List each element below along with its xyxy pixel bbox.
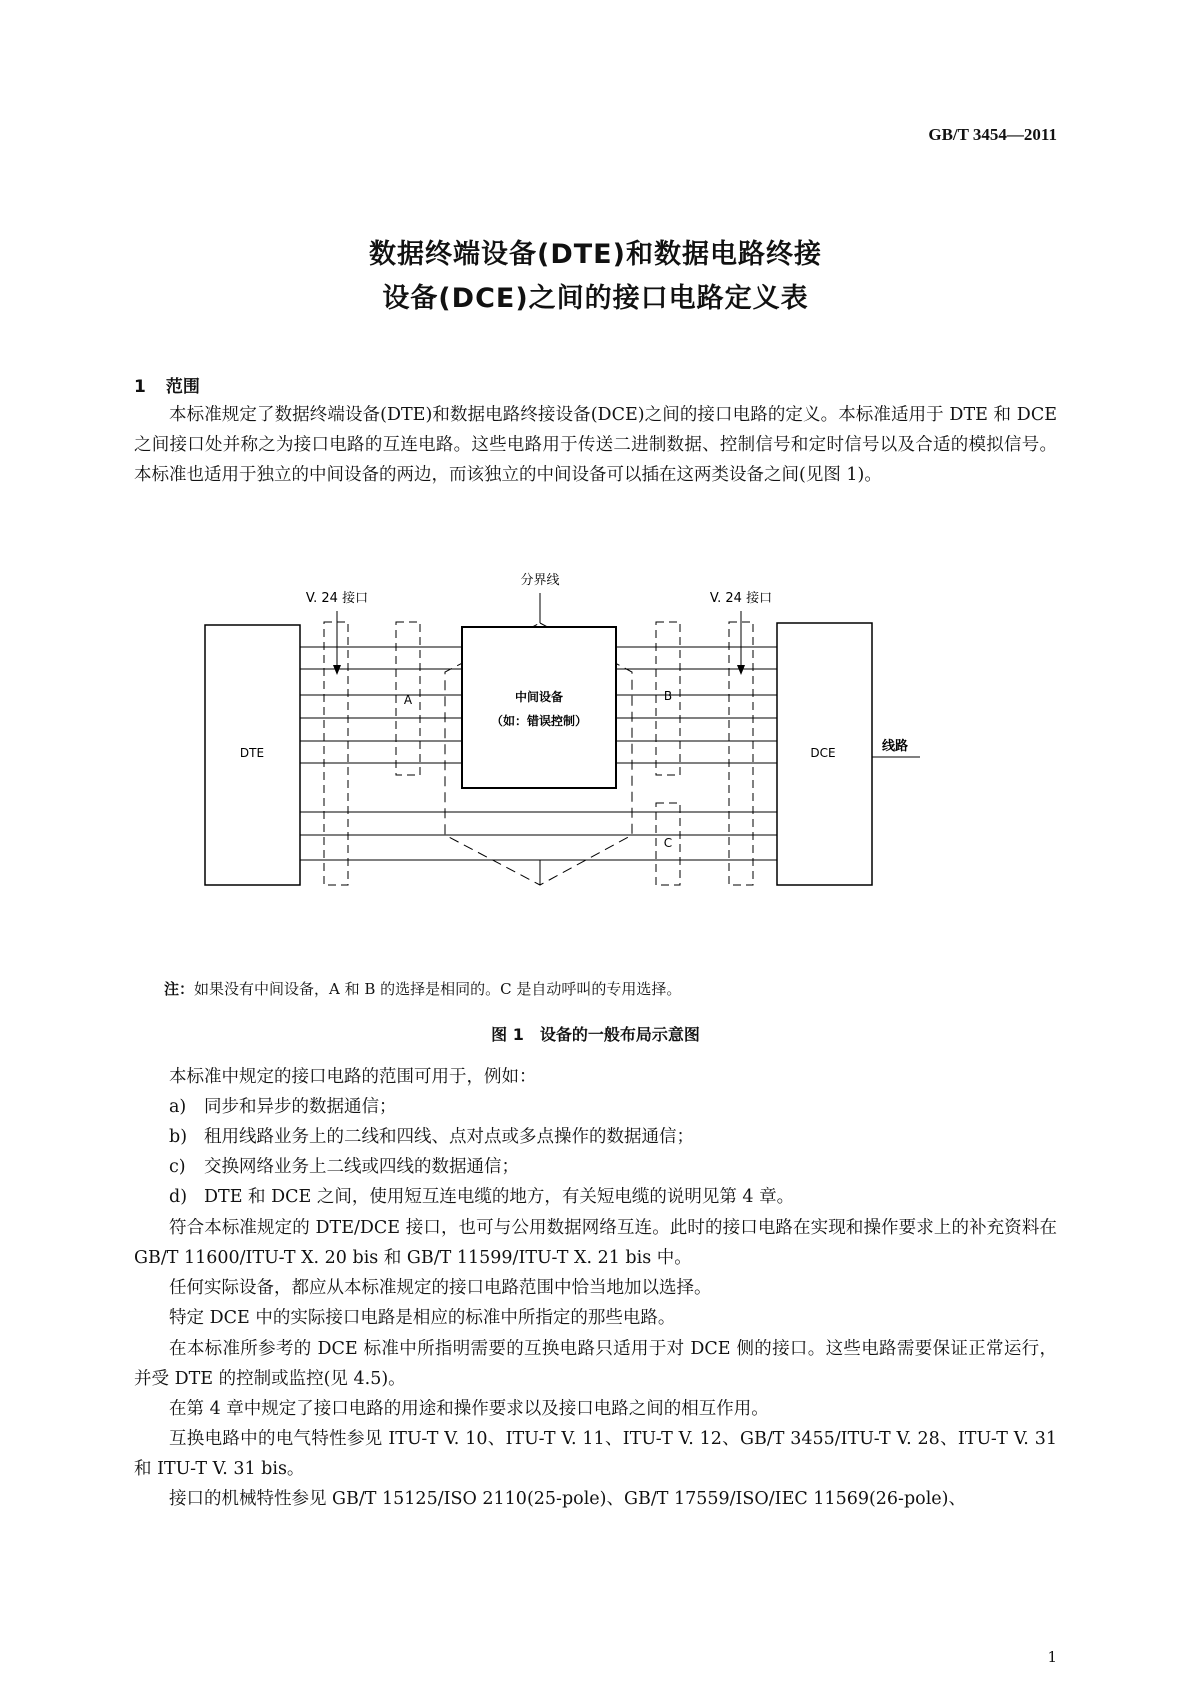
- list-text: 租用线路业务上的二线和四线、点对点或多点操作的数据通信；: [204, 1127, 694, 1147]
- paragraph-electrical: 互换电路中的电气特性参见 ITU-T V. 10、ITU-T V. 11、ITU-T V. 12、GB/T 3455/ITU-T V. 28、ITU-T V. 31 和 ITU-T V. 31 bis。: [134, 1429, 1057, 1479]
- list-item: [134, 1122, 1057, 1152]
- dte-label: DTE: [239, 746, 265, 760]
- paragraph-reference: 在本标准所参考的 DCE 标准中所指明需要的互换电路只适用于对 DCE 侧的接口。这些电路需要保证正常运行，并受 DTE 的控制或监控(见 4.5)。: [134, 1339, 1057, 1389]
- document-title-line1: 数据终端设备(DTE)和数据电路终接: [369, 239, 822, 270]
- v24-left-dashed-box: [324, 622, 348, 885]
- v24-right-label: V. 24 接口: [709, 591, 773, 606]
- list-item: [134, 1092, 1057, 1122]
- list-marker: c): [169, 1157, 186, 1177]
- dce-label: DCE: [810, 746, 836, 760]
- figure-caption: 图 1 设备的一般布局示意图: [491, 1025, 700, 1044]
- note-prefix: 注：: [164, 980, 195, 998]
- standard-number: GB/T 3454—2011: [928, 125, 1057, 144]
- list-text: DTE 和 DCE 之间，使用短互连电缆的地方，有关短电缆的说明见第 4 章。: [204, 1187, 795, 1207]
- section-heading: [134, 372, 220, 397]
- circuits-left-upper: [300, 647, 462, 763]
- list-item: [134, 1152, 1057, 1182]
- note-text: 如果没有中间设备，A 和 B 的选择是相同的。C 是自动呼叫的专用选择。: [194, 980, 682, 998]
- paragraph-mechanical: 接口的机械特性参见 GB/T 15125/ISO 2110(25-pole)、GB/T 17559/ISO/IEC 11569(26-pole)、: [169, 1489, 966, 1509]
- list-item: [134, 1182, 1057, 1212]
- list-marker: b): [169, 1127, 188, 1147]
- middle-equipment-sublabel: （如：错误控制）: [490, 714, 588, 728]
- document-title-line2: 设备(DCE)之间的接口电路定义表: [382, 283, 809, 314]
- section-title: 范围: [165, 377, 200, 397]
- use-list: [134, 1092, 1057, 1212]
- intro-paragraph: 本标准规定了数据终端设备(DTE)和数据电路终接设备(DCE)之间的接口电路的定义。本标准适用于 DTE 和 DCE 之间接口处并称之为接口电路的互连电路。这些电路用于传送二进制数据、控制信号和定时信号以及合适的模拟信号。本标准也适用于独立的中间设备的两边，而该独立的中间设备可以插在这两类设备之间(见图 1)。: [134, 405, 1057, 485]
- v24-left-arrowhead: [333, 665, 341, 675]
- paragraph-public-network: 符合本标准规定的 DTE/DCE 接口，也可与公用数据网络互连。此时的接口电路在实现和操作要求上的补充资料在 GB/T 11600/ITU-T X. 20 bis 和 GB/T 11599/ITU-T X. 21 bis 中。: [134, 1218, 1057, 1268]
- figure-note: [164, 978, 681, 999]
- v24-left-label: V. 24 接口: [305, 591, 369, 606]
- middle-equipment-label: 中间设备: [514, 690, 564, 704]
- list-marker: a): [169, 1097, 187, 1117]
- circuits-lower: [300, 812, 777, 885]
- option-c-label: C: [663, 836, 673, 850]
- list-text: 同步和异步的数据通信；: [204, 1097, 397, 1117]
- list-text: 交换网络业务上二线或四线的数据通信；: [204, 1157, 519, 1177]
- paragraph-chapter4: 在第 4 章中规定了接口电路的用途和操作要求以及接口电路之间的相互作用。: [169, 1399, 769, 1419]
- option-a-label: A: [403, 693, 413, 707]
- v24-right-arrowhead: [737, 665, 745, 675]
- middle-equipment-box: [462, 627, 616, 788]
- page-number: 1: [1047, 1648, 1057, 1666]
- layout-diagram: [200, 565, 1000, 965]
- option-b-label: B: [663, 689, 673, 703]
- boundary-label: 分界线: [520, 573, 560, 588]
- section-number: 1: [134, 377, 146, 397]
- line-label: 线路: [881, 739, 909, 754]
- list-marker: d): [169, 1187, 188, 1207]
- paragraph-dce-circuits: 特定 DCE 中的实际接口电路是相应的标准中所指定的那些电路。: [169, 1308, 676, 1328]
- paragraph-selection: 任何实际设备，都应从本标准规定的接口电路范围中恰当地加以选择。: [169, 1278, 712, 1298]
- paragraph-uses: 本标准中规定的接口电路的范围可用于，例如：: [169, 1067, 537, 1087]
